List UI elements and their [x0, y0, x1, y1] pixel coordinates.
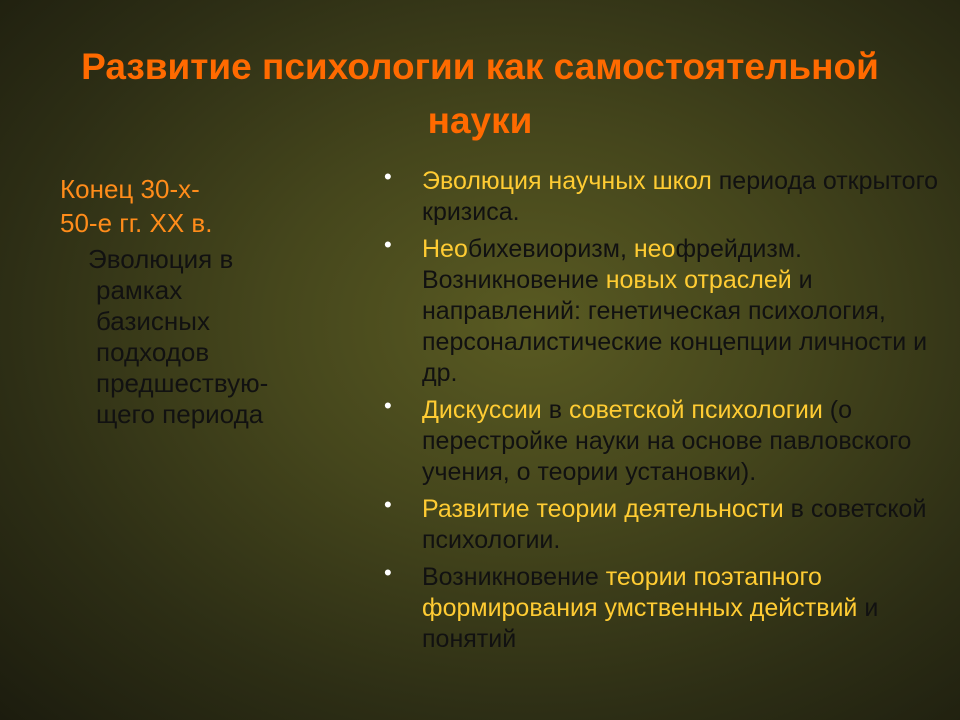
bullet-dot-icon: • [384, 492, 392, 517]
bullet-text: Возникновение [422, 563, 606, 591]
bullet-text: периода открытого кризиса. [422, 167, 939, 226]
bullet-text: бихевиоризм, [467, 235, 634, 263]
bullet-item [382, 395, 942, 488]
period-label [60, 172, 350, 240]
bullet-list [382, 166, 942, 655]
slide-title-line-2: науки [427, 100, 533, 141]
slide-title [0, 40, 960, 148]
period-line-2: 50-е гг. XX в. [60, 208, 213, 238]
bullet-dot-icon: • [384, 232, 392, 257]
left-description-line: базисных [96, 306, 210, 336]
bullet-item [382, 234, 942, 389]
left-description-line: подходов [96, 337, 210, 367]
left-column [60, 172, 350, 430]
bullet-dot-icon: • [384, 164, 392, 189]
bullet-text: (о перестройке науки на основе павловского учения, о теории установки). [422, 396, 912, 486]
highlighted-text: Эволюция научных школ [422, 167, 712, 195]
bullet-dot-icon: • [384, 393, 392, 418]
highlighted-text: нео [633, 235, 676, 263]
bullet-item [382, 562, 942, 655]
bullet-text: в [541, 396, 569, 424]
left-description-line: Эволюция в [88, 244, 234, 274]
bullet-text: в советской психологии. [422, 495, 927, 554]
bullet-text: и направлений: генетическая психология, персоналистические концепции личности и др. [422, 266, 928, 387]
highlighted-text: теории поэтапного формирования умственных действий [422, 563, 858, 622]
right-column [382, 166, 942, 661]
bullet-item [382, 494, 942, 556]
highlighted-text: Развитие теории деятельности [422, 495, 784, 523]
highlighted-text: советской психологии [568, 396, 823, 424]
left-description-line: предшествую- [96, 368, 269, 398]
period-line-1: Конец 30-х- [60, 174, 200, 204]
highlighted-text: Нео [422, 235, 468, 263]
left-description-line: рамках [96, 275, 183, 305]
highlighted-text: Дискуссии [422, 396, 542, 424]
bullet-text: и понятий [422, 594, 879, 653]
highlighted-text: новых отраслей [605, 266, 792, 294]
bullet-dot-icon: • [384, 560, 392, 585]
left-description [88, 244, 350, 430]
left-description-line: щего периода [96, 399, 264, 429]
bullet-text: фрейдизм. Возникновение [422, 235, 802, 294]
slide-title-line-1: Развитие психологии как самостоятельной [81, 46, 879, 87]
bullet-item [382, 166, 942, 228]
